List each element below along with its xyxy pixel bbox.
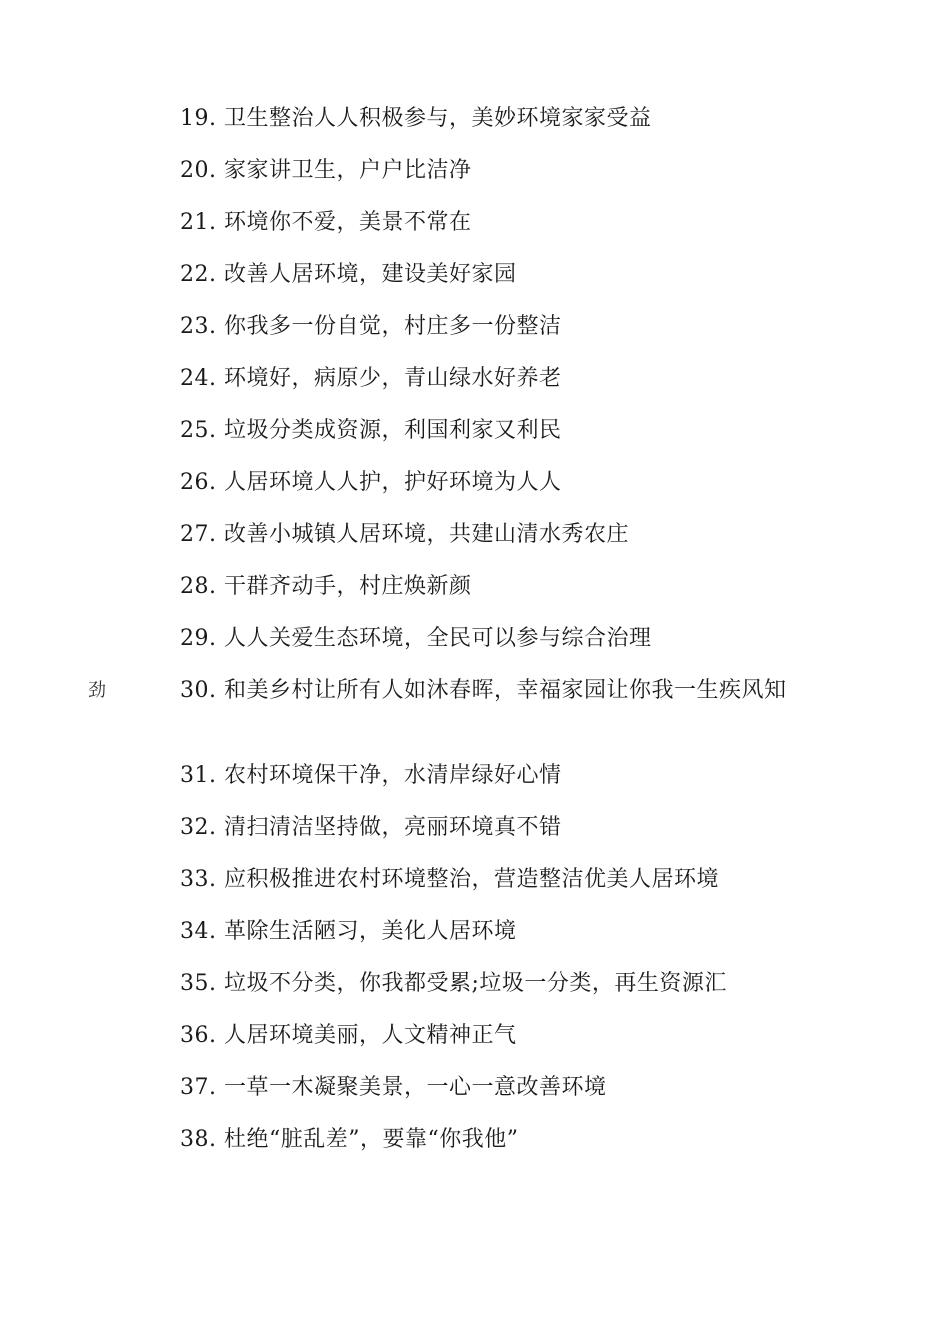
slogan-item-25: 25. 垃圾分类成资源，利国利家又利民: [180, 418, 562, 443]
slogan-item-36: 36. 人居环境美丽，人文精神正气: [180, 1023, 517, 1048]
slogan-item-35: 35. 垃圾不分类，你我都受累;垃圾一分类，再生资源汇: [180, 971, 727, 996]
slogan-item-19: 19. 卫生整治人人积极参与，美妙环境家家受益: [180, 106, 652, 131]
slogan-item-32: 32. 清扫清洁坚持做，亮丽环境真不错: [180, 815, 562, 840]
slogan-item-22: 22. 改善人居环境，建设美好家园: [180, 262, 517, 287]
slogan-item-38: 38. 杜绝“脏乱差”，要靠“你我他”: [180, 1127, 519, 1152]
slogan-item-30: 30. 和美乡村让所有人如沐春晖，幸福家园让你我一生疾风知: [180, 678, 787, 703]
slogan-item-33: 33. 应积极推进农村环境整治，营造整洁优美人居环境: [180, 867, 719, 892]
slogan-item-20: 20. 家家讲卫生，户户比洁净: [180, 158, 472, 183]
slogan-item-37: 37. 一草一木凝聚美景，一心一意改善环境: [180, 1075, 607, 1100]
slogan-item-29: 29. 人人关爱生态环境，全民可以参与综合治理: [180, 626, 652, 651]
slogan-item-26: 26. 人居环境人人护，护好环境为人人: [180, 470, 562, 495]
slogan-item-23: 23. 你我多一份自觉，村庄多一份整洁: [180, 314, 562, 339]
slogan-item-24: 24. 环境好，病原少，青山绿水好养老: [180, 366, 562, 391]
slogan-item-27: 27. 改善小城镇人居环境，共建山清水秀农庄: [180, 522, 629, 547]
slogan-item-21: 21. 环境你不爱，美景不常在: [180, 210, 472, 235]
margin-mark: 劲: [88, 680, 106, 701]
slogan-item-28: 28. 干群齐动手，村庄焕新颜: [180, 574, 472, 599]
slogan-item-31: 31. 农村环境保干净，水清岸绿好心情: [180, 763, 562, 788]
slogan-item-34: 34. 革除生活陋习，美化人居环境: [180, 919, 517, 944]
